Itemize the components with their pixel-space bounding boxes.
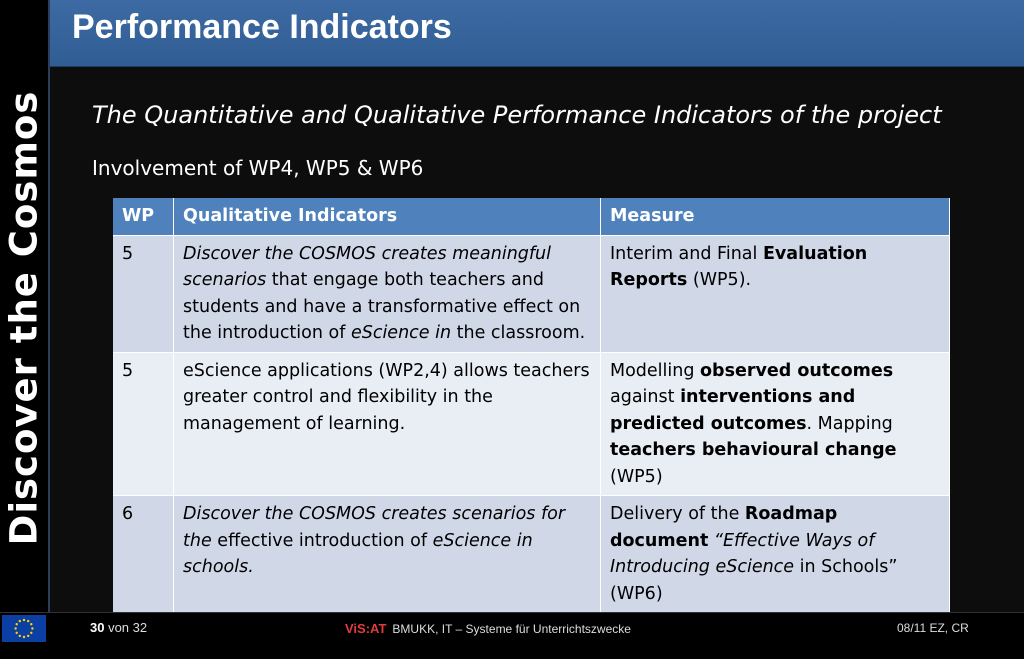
header-bar xyxy=(50,0,1024,67)
cell-wp: 6 xyxy=(113,496,174,613)
involvement-text: Involvement of WP4, WP5 & WP6 xyxy=(92,156,424,180)
measure-text-segment: teachers behavioural change xyxy=(610,440,897,460)
page-current: 30 xyxy=(90,620,105,635)
table-header-row xyxy=(113,198,950,235)
footer-date: 08/11 EZ, CR xyxy=(897,621,969,635)
cell-wp: 5 xyxy=(113,352,174,496)
cell-wp: 5 xyxy=(113,235,174,352)
column-header-wp: WP xyxy=(113,198,174,235)
measure-text-segment: in Schools” (WP6) xyxy=(610,557,898,604)
measure-text-segment: against xyxy=(610,387,681,407)
indicator-text-segment: the classroom. xyxy=(451,323,586,343)
organization-text: BMUKK, IT – Systeme für Unterrichtszwecke xyxy=(392,622,631,636)
cell-measure xyxy=(601,352,950,496)
column-header-measure: Measure xyxy=(601,198,950,235)
cell-indicator xyxy=(174,496,601,613)
measure-text-segment: Roadmap document xyxy=(610,504,838,551)
slide-content xyxy=(50,67,1024,612)
measure-text-segment: Modelling xyxy=(610,360,701,381)
column-header-indicators: Qualitative Indicators xyxy=(174,198,601,235)
footer-organization xyxy=(345,621,631,636)
measure-text-segment: . Mapping xyxy=(806,413,893,434)
indicator-text-segment: Discover the COSMOS creates scenarios for the xyxy=(183,504,566,551)
eu-flag-icon xyxy=(2,615,46,642)
page-number xyxy=(90,620,147,635)
table-row xyxy=(113,352,950,496)
table-row xyxy=(113,235,950,352)
table-row xyxy=(113,496,950,613)
indicators-table xyxy=(113,198,950,612)
cell-indicator xyxy=(174,235,601,352)
cell-indicator xyxy=(174,352,601,496)
measure-text-segment: Delivery of the xyxy=(610,504,745,524)
measure-text-segment: Evaluation Reports xyxy=(610,243,868,290)
sidebar xyxy=(0,0,50,612)
sidebar-title: Discover the Cosmos xyxy=(2,90,46,546)
page-total: von 32 xyxy=(104,620,148,635)
indicator-text-segment: Discover the COSMOS creates meaningful scenarios xyxy=(183,243,552,290)
measure-text-segment: observed outcomes xyxy=(700,360,894,381)
measure-text-segment: (WP5). xyxy=(687,270,752,290)
cell-measure xyxy=(601,496,950,613)
indicator-text-segment: effective introduction of xyxy=(211,530,433,551)
page-title: Performance Indicators xyxy=(72,8,452,46)
indicator-text-segment: eScience in xyxy=(350,323,452,343)
brand-logo-text: ViS:AT xyxy=(345,621,387,636)
indicator-text-segment: eScience applications (WP2,4) allows teachers greater control and flexibility in the management of learning. xyxy=(183,360,590,434)
indicator-text-segment: eScience in schools. xyxy=(183,530,533,577)
measure-text-segment: “Effective Ways of Introducing eScience xyxy=(610,530,875,577)
cell-measure xyxy=(601,235,950,352)
measure-text-segment: interventions and predicted outcomes xyxy=(610,387,856,434)
measure-text-segment: (WP5) xyxy=(610,466,663,487)
slide-subtitle: The Quantitative and Qualitative Performance Indicators of the project xyxy=(92,101,942,129)
indicator-text-segment: that engage both teachers and students and have a transformative effect on the introduction of xyxy=(183,270,581,343)
footer xyxy=(0,612,1024,659)
measure-text-segment: Interim and Final xyxy=(610,243,763,264)
